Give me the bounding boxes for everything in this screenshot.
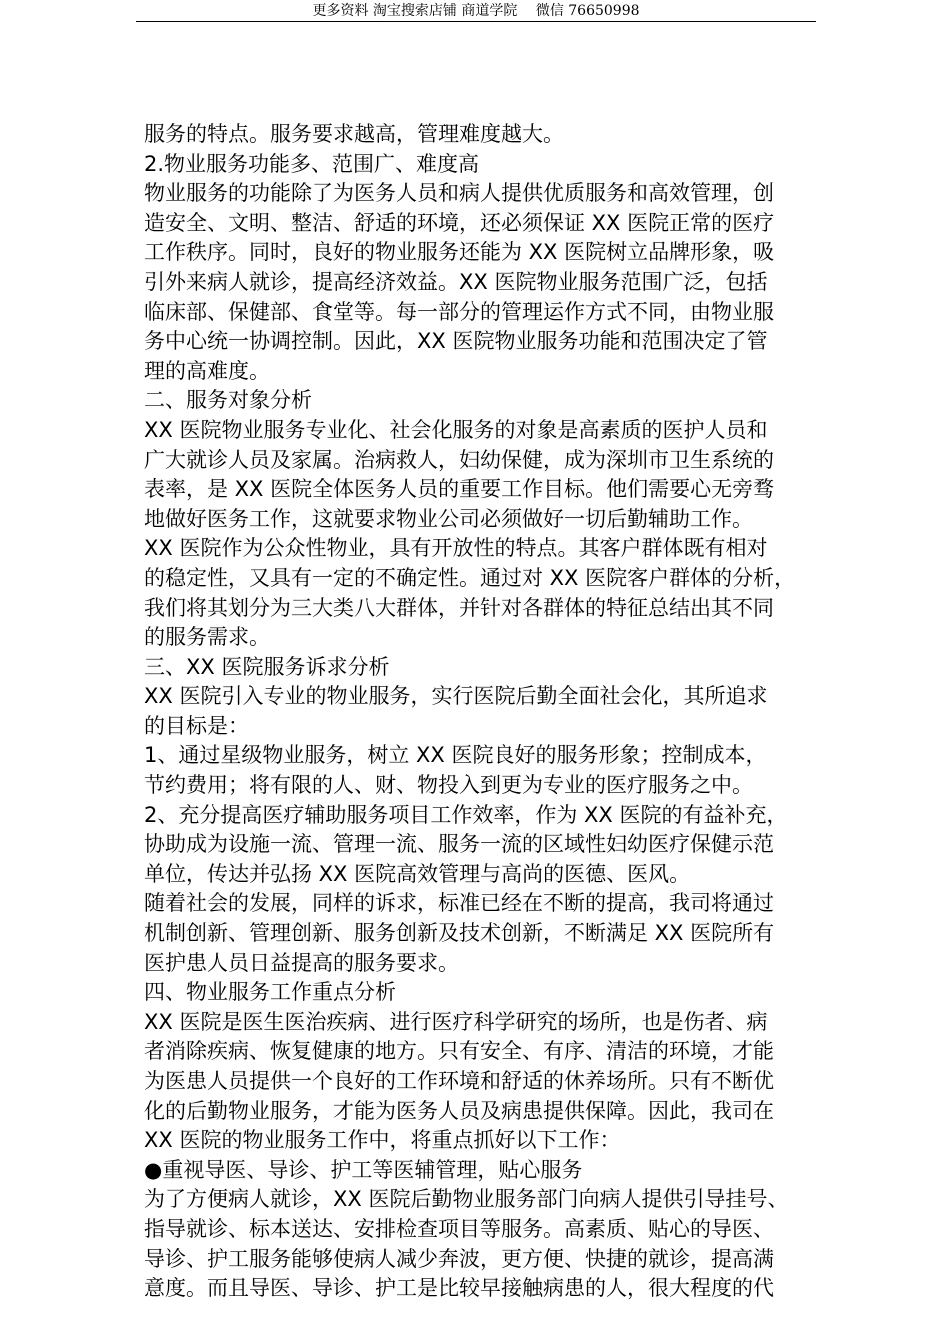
text-line: 我们将其划分为三大类八大群体，并针对各群体的特征总结出其不同 [144, 595, 774, 620]
text-line: XX 医院作为公众性物业，具有开放性的特点。其客户群体既有相对 [144, 536, 768, 561]
text-line: 导诊、护工服务能够使病人减少奔波，更方便、快捷的就诊，提高满 [144, 1246, 774, 1271]
text-line: 表率，是 XX 医院全体医务人员的重要工作目标。他们需要心无旁骛 [144, 477, 775, 502]
text-line: XX 医院是医生医治疾病、进行医疗科学研究的场所，也是伤者、病 [144, 1009, 768, 1034]
text-line: 者消除疾病、恢复健康的地方。只有安全、有序、清洁的环境，才能 [144, 1039, 774, 1064]
text-line: 地做好医务工作，这就要求物业公司必须做好一切后勤辅助工作。 [144, 506, 753, 531]
text-line: 物业服务的功能除了为医务人员和病人提供优质服务和高效管理，创 [144, 181, 774, 206]
section-heading: 四、物业服务工作重点分析 [144, 980, 396, 1005]
text-line: 协助成为设施一流、管理一流、服务一流的区域性妇幼医疗保健示范 [144, 832, 774, 857]
text-line: 临床部、保健部、食堂等。每一部分的管理运作方式不同，由物业服 [144, 299, 774, 324]
list-item: 2、充分提高医疗辅助服务项目工作效率，作为 XX 医院的有益补充， [144, 802, 788, 827]
text-line: 的目标是： [144, 713, 249, 738]
text-line: 造安全、文明、整洁、舒适的环境，还必须保证 XX 医院正常的医疗 [144, 210, 775, 235]
text-line: 服务的特点。服务要求越高，管理难度越大。 [144, 122, 564, 146]
text-line: 节约费用；将有限的人、财、物投入到更为专业的医疗服务之中。 [144, 773, 753, 798]
text-line: 化的后勤物业服务，才能为医务人员及病患提供保障。因此，我司在 [144, 1098, 774, 1123]
text-line: XX 医院物业服务专业化、社会化服务的对象是高素质的医护人员和 [144, 417, 768, 442]
text-line: 随着社会的发展，同样的诉求，标准已经在不断的提高，我司将通过 [144, 891, 774, 916]
text-line: 机制创新、管理创新、服务创新及技术创新，不断满足 XX 医院所有 [144, 921, 775, 946]
text-line: 意度。而且导医、导诊、护工是比较早接触病患的人，很大程度的代 [144, 1276, 774, 1301]
header-divider [136, 21, 816, 22]
text-line: 指导就诊、标本送达、安排检查项目等服务。高素质、贴心的导医、 [144, 1216, 774, 1241]
bullet-heading: ●重视导医、导诊、护工等医辅管理，贴心服务 [144, 1157, 583, 1182]
text-line: 医护患人员日益提高的服务要求。 [144, 950, 459, 975]
text-line: 务中心统一协调控制。因此，XX 医院物业服务功能和范围决定了管 [144, 329, 768, 354]
text-line: 广大就诊人员及家属。治病救人，妇幼保健，成为深圳市卫生系统的 [144, 447, 774, 472]
text-line: 理的高难度。 [144, 358, 270, 383]
text-line: 工作秩序。同时，良好的物业服务还能为 XX 医院树立品牌形象，吸 [144, 240, 775, 265]
text-line: XX 医院的物业服务工作中，将重点抓好以下工作： [144, 1128, 621, 1153]
list-item: 1、通过星级物业服务，树立 XX 医院良好的服务形象；控制成本， [144, 743, 767, 768]
text-line: 的稳定性，又具有一定的不确定性。通过对 XX 医院客户群体的分析， [144, 565, 796, 590]
text-line: 的服务需求。 [144, 625, 270, 650]
section-heading: 2.物业服务功能多、范围广、难度高 [144, 151, 480, 176]
section-heading: 二、服务对象分析 [144, 388, 312, 413]
text-line: 为医患人员提供一个良好的工作环境和舒适的休养场所。只有不断优 [144, 1069, 774, 1093]
section-heading: 三、XX 医院服务诉求分析 [144, 654, 390, 679]
text-line: 单位，传达并弘扬 XX 医院高效管理与高尚的医德、医风。 [144, 861, 691, 886]
page-header: 更多资料 淘宝搜索店铺 商道学院 微信 76650998 [312, 3, 640, 19]
text-line: 引外来病人就诊，提高经济效益。XX 医院物业服务范围广泛，包括 [144, 269, 768, 294]
document-body [144, 120, 824, 1304]
text-line: XX 医院引入专业的物业服务，实行医院后勤全面社会化，其所追求 [144, 684, 768, 709]
text-line: 为了方便病人就诊，XX 医院后勤物业服务部门向病人提供引导挂号、 [144, 1187, 789, 1212]
